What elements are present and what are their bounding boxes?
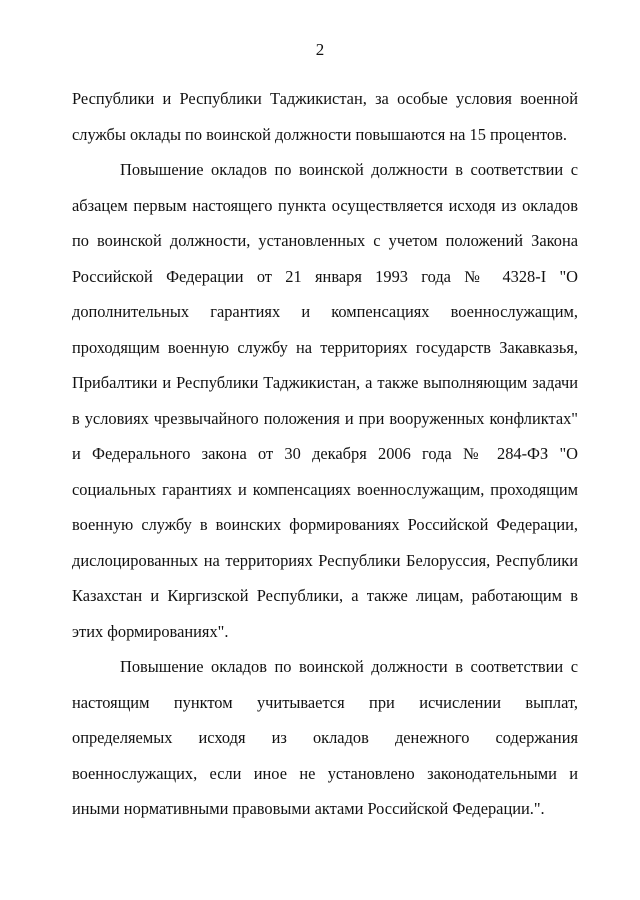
page-number: 2	[315, 40, 325, 59]
paragraph-payment-calculation: Повышение окладов по воинской должности в соответствии с настоящим пунктом учитывается при исчислении выплат, определяемых исходя из окладов денежного содержания военнослужащих, если иное не установлено законодательными и иными нормативными правовыми актами Российской Федерации.".	[72, 657, 578, 818]
paragraph-continuation: Республики и Республики Таджикистан, за особые условия военной службы оклады по воинской должности повышаются на 15 процентов.	[72, 89, 578, 144]
paragraph-salary-increase-basis: Повышение окладов по воинской должности в соответствии с абзацем первым настоящего пункта осуществляется исходя из окладов по воинской должности, установленных с учетом положений Закона Российской Федерации от 21 января 1993 года № 4328-I "О дополнительных гарантиях и компенсациях военнослужащим, проходящим военную службу на территориях государств Закавказья, Прибалтики и Республики Таджикистан, а также выполняющим задачи в условиях чрезвычайного положения и при вооруженных конфликтах" и Федерального закона от 30 декабря 2006 года № 284-ФЗ "О социальных гарантиях и компенсациях военнослужащим, проходящим военную службу в воинских формированиях Российской Федерации, дислоцированных на территориях Республики Белоруссия, Республики Казахстан и Киргизской Республики, а также лицам, работающим в этих формированиях".	[72, 160, 578, 641]
document-body	[72, 81, 578, 827]
